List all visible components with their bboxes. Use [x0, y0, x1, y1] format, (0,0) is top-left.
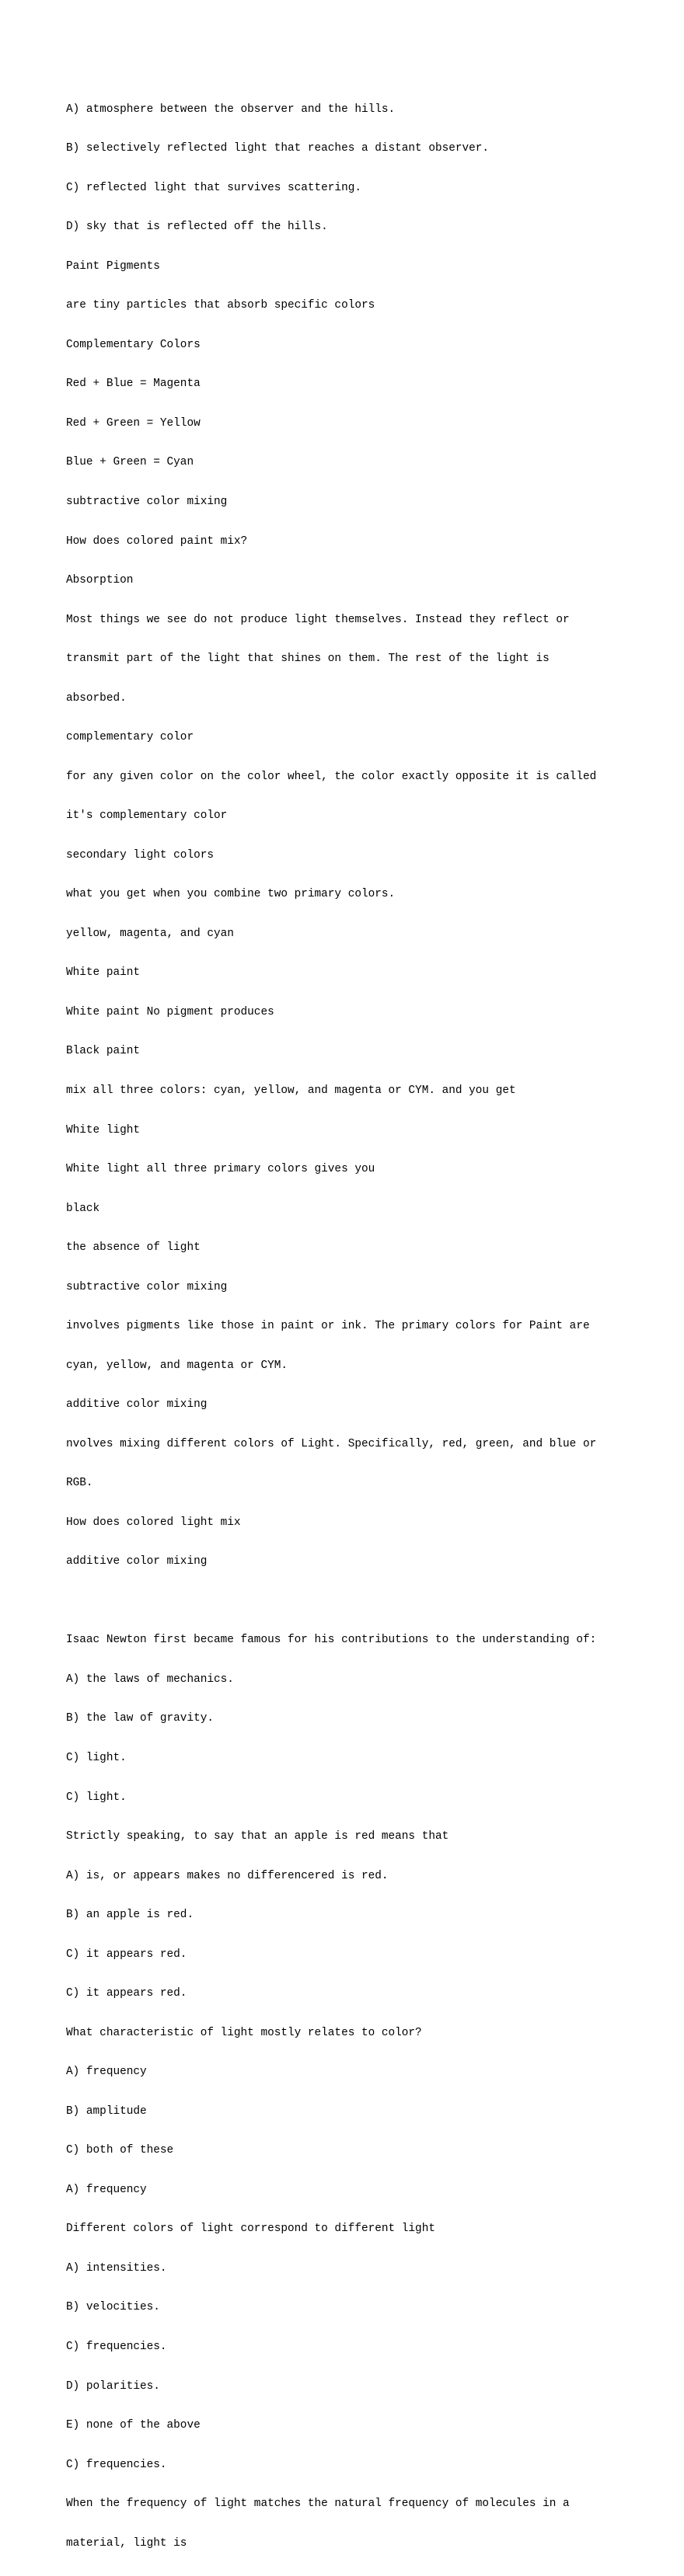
text-line: E) none of the above	[66, 2419, 201, 2432]
text-line: C) frequencies.	[66, 2458, 167, 2471]
text-line: C) light.	[66, 1752, 127, 1764]
text-line: B) the law of gravity.	[66, 1712, 214, 1725]
text-line: additive color mixing	[66, 1555, 208, 1568]
blank-line	[66, 1595, 626, 1608]
text-line: Red + Green = Yellow	[66, 416, 201, 430]
text-line: A) frequency	[66, 2066, 147, 2079]
text-line: Paint Pigments	[66, 259, 160, 273]
text-line: White light all three primary colors gives you	[66, 1163, 375, 1176]
text-line: B) selectively reflected light that reaches a distant observer.	[66, 142, 490, 155]
text-line: Isaac Newton first became famous for his contributions to the understanding of:	[66, 1634, 597, 1647]
text-line: Red + Blue = Magenta	[66, 378, 201, 391]
text-line: C) it appears red.	[66, 1948, 187, 1961]
text-line: cyan, yellow, and magenta or CYM.	[66, 1359, 288, 1372]
text-line: absorbed.	[66, 691, 127, 705]
text-line: A) frequency	[66, 2183, 147, 2196]
text-line: A) intensities.	[66, 2261, 167, 2275]
text-line: for any given color on the color wheel, the color exactly opposite it is called	[66, 770, 597, 783]
text-line: Strictly speaking, to say that an apple is red means that	[66, 1830, 449, 1843]
text-line: White paint No pigment produces	[66, 1005, 274, 1018]
text-line: B) velocities.	[66, 2301, 160, 2314]
text-line: A) atmosphere between the observer and the hills.	[66, 103, 396, 116]
text-line: Most things we see do not produce light themselves. Instead they reflect or	[66, 613, 570, 626]
text-line: A) is, or appears makes no differencered is red.	[66, 1869, 389, 1882]
text-line: What characteristic of light mostly relates to color?	[66, 2026, 422, 2039]
text-line: D) sky that is reflected off the hills.	[66, 221, 328, 234]
text-line: B) an apple is red.	[66, 1909, 194, 1922]
text-line: Complementary Colors	[66, 338, 201, 351]
text-line: material, light is	[66, 2536, 187, 2550]
text-line: mix all three colors: cyan, yellow, and magenta or CYM. and you get	[66, 1084, 516, 1097]
text-line: D) polarities.	[66, 2379, 160, 2393]
text-line: A) the laws of mechanics.	[66, 1673, 234, 1686]
text-line: Different colors of light correspond to different light	[66, 2223, 435, 2236]
text-line: C) both of these	[66, 2144, 174, 2157]
text-line: are tiny particles that absorb specific colors	[66, 299, 375, 312]
text-line: C) frequencies.	[66, 2340, 167, 2353]
text-line: black	[66, 1202, 100, 1215]
text-line: it's complementary color	[66, 809, 228, 823]
document-text	[66, 77, 626, 2576]
text-line: Blue + Green = Cyan	[66, 456, 194, 469]
text-line: When the frequency of light matches the natural frequency of molecules in a	[66, 2498, 570, 2511]
text-line: C) reflected light that survives scattering.	[66, 181, 361, 194]
text-line: involves pigments like those in paint or ink. The primary colors for Paint are	[66, 1320, 590, 1333]
text-line: C) light.	[66, 1791, 127, 1804]
text-line: subtractive color mixing	[66, 496, 228, 508]
text-line: transmit part of the light that shines on them. The rest of the light is	[66, 653, 550, 666]
text-line: nvolves mixing different colors of Light. Specifically, red, green, and blue or	[66, 1437, 597, 1450]
text-line: How does colored light mix	[66, 1516, 241, 1529]
text-line: what you get when you combine two primary colors.	[66, 888, 396, 901]
text-line: Absorption	[66, 574, 134, 587]
text-line: C) it appears red.	[66, 1987, 187, 2000]
text-line: subtractive color mixing	[66, 1280, 228, 1293]
text-line: the absence of light	[66, 1241, 201, 1255]
text-line: complementary color	[66, 731, 194, 744]
text-line: White paint	[66, 966, 140, 980]
text-line: additive color mixing	[66, 1398, 208, 1412]
text-line: How does colored paint mix?	[66, 534, 248, 548]
text-line: secondary light colors	[66, 848, 214, 862]
text-line: White light	[66, 1123, 140, 1137]
text-line: RGB.	[66, 1477, 93, 1490]
text-line: Black paint	[66, 1045, 140, 1058]
text-line: yellow, magenta, and cyan	[66, 927, 234, 940]
text-line: B) amplitude	[66, 2104, 147, 2118]
